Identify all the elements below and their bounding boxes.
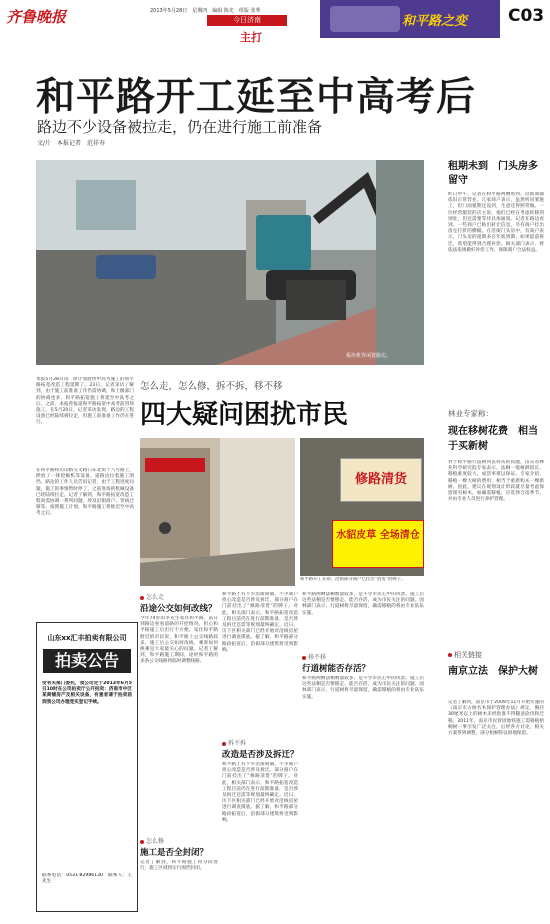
ad-contact: 联系电话：0531-82986130 联系人：王先生 [42,873,132,885]
q1-text: 今年74岁的李先生家住和平路，前日到路边看看道路的开挖情况，担心和平路施工后出行不方便。家住和平路附近的市民说，和平路上公交线路较多，施工后公交如何改线、乘客如何换乘是大家最关心的问题。记者了解到，和平路施工期间，途经和平路的多条公交线路将临时调整线路。 [140,616,218,665]
right-label-2: 林业专家称： [448,409,493,418]
page-number: C03 [508,6,545,26]
right-text-3: 记者了解到，南京市于2009年11月开始实施的《南京市古树名木保护管理办法》规定，胸径30厘米以上的树木未经批准不得随意砍伐和迁移。2011年，南京市民曾因地铁施工需移植梧桐树一事引发广泛关注，后经各方讨论，相关方案得到调整，部分梧桐得以原地保留。 [448,700,544,737]
ad-title [43,649,131,673]
right-mid-column-text: 和平路两侧法桐数量较多，是不少市民心中的风景。施工后这些法桐是否要移走、能否存活，成为市民关注的问题。园林部门表示，行道树将尽量保留，确需移植的将由专业队伍实施。 [302,592,424,616]
q2-text: 记者了解到，和平路施工将分段进行，施工区域将实行围挡封闭。 [140,860,218,872]
related-link-label-text: 相关链接 [454,651,482,659]
main-photo [36,160,424,365]
bullet-icon [302,656,306,660]
q3-label-text: 拆不拆 [228,740,247,747]
right-title-2: 现在移树花费 相当于买新树 [448,426,538,452]
q2-label [140,836,164,845]
right-text-2: 对于和平路行道树何去何从的问题，山东省林业科学研究院专家表示，法桐一般树龄较长，移植难度较大，成活率难以保证。专家介绍，移植一棵大树的费用，相当于重新购买一棵新树。因此，建议在规划设计阶段就尽量考虑保留现有树木，如确需移植，应选择合适季节，并由专业人员进行养护管理。 [448,460,544,503]
shop-photo [300,438,424,576]
photo-caption: 板块机等闲置路边。 [346,353,392,359]
banner-car-image [330,6,400,32]
sub-headline: 路边不少设备被拉走，仍在进行施工前准备 [37,118,323,136]
section-banner [320,0,500,38]
feature-kicker: 怎么走，怎么修，拆不拆，移不移 [140,381,283,392]
q4-label-text: 移不移 [308,654,327,661]
masthead [0,0,550,46]
intro-text: 本报5月28日讯 原计划趁快中高考施工的和平路拓宽改造工程延期了。23日，记者采访了解到，由于施工前准备工作仍需协调，和上级部门的协商也多，和平路拓宽施工将延至中高考之后。之前，本报曾报道和平路拓宽中高考前进场施工。在5月20日，记者采访发现，路边的工程设备已经陆续被拉走，但施工前准备工作仍在进行。 [36,377,134,426]
city-badge-label: 今日济南 [233,16,261,24]
shop-photo-caption: 和平路开工在即，沿街部分商户已挂出“清货”的牌子。 [300,577,406,582]
section-label: 主打 [240,31,262,44]
bullet-icon [448,653,452,657]
auction-ad [36,622,138,912]
q4-text: 和平路两侧法桐数量较多，是不少市民心中的风景。施工后这些法桐是否要移走、能否存活，成为市民关注的问题。园林部门表示，行道树将尽量保留，确需移植的将由专业队伍实施。 [302,676,424,700]
q4-label [302,652,326,661]
q3-title: 改造是否涉及拆迁？ [222,750,299,760]
shop-sign [340,458,422,502]
shop-sign-text: 修路清货 [354,472,407,487]
q3-text: 和平路上有不少沿街商铺，不少商户担心改造是否涉及拆迁。部分商户在门前挂出了“修路清货”的牌子。对此，相关部门表示，和平路拓宽改造工程目前仍在进行前期准备，是否涉及拆迁还需等规划最终确定。近日，历下区相关部门已经开始对沿线房屋进行调查摸底。据了解，和平路部分路段拓宽后，沿街部分建筑将受到影响。 [222,762,298,823]
headline-block [0,66,550,156]
city-badge [207,15,287,26]
q4-title: 行道树能否存活？ [302,664,371,674]
left-column-text: 在和平路和历山路交叉路口东北角十八号路上，摆放了一排挖掘机等设备，道路边拉着施工围挡。路边的工作人员告诉记者，由于工程进度问题，施工的事情暂时停了，之前进场的机械设备已经陆续拉走。记者了解到，和平路拓宽改造工程尚需协调一系列问题，涉及沿街商户、管线迁移等。按照施工计划，和平路施工将推迟至中高考之后。 [36,468,134,517]
middle-column-text: 和平路上有不少沿街商铺，不少商户担心改造是否涉及拆迁。部分商户在门前挂出了“修路清货”的牌子。对此，相关部门表示，和平路拓宽改造工程目前仍在进行前期准备，是否涉及拆迁还需等规划最终确定。近日，历下区相关部门已经开始对沿线房屋进行调查摸底。据了解，和平路部分路段拓宽后，沿街部分建筑将受到影响。 [222,592,298,653]
newspaper-logo: 齐鲁晚报 [6,8,67,26]
q1-title: 沿途公交如何改线？ [140,604,217,614]
ad-title-text: 拍卖公告 [54,651,119,670]
q2-label-text: 怎么修 [146,838,165,845]
related-link-label [448,650,482,660]
q1-label [140,592,164,601]
banner-title: 和平路之变 [402,14,468,29]
construction-photo-illustration [36,160,424,365]
street-photo-illustration [140,438,295,586]
shop-banner-text: 水貂皮草 全场清仓 [336,530,420,541]
bullet-icon [140,840,144,844]
q1-label-text: 怎么走 [146,594,165,601]
q3-label [222,738,246,747]
bullet-icon [222,742,226,746]
street-photo [140,438,295,586]
right-title-3: 南京立法 保护大树 [448,666,538,677]
byline: 文/片 本报记者 范祥寿 [37,140,106,147]
ad-body: 受有关部门委托，我公司定于2013年6月5日10时在公司拍卖厅公开拍卖：济南市中区某商铺房产及相关设备，有意者请于拍卖前到我公司办理竞买登记手续。 [42,681,132,705]
right-text-1: 昨日中午，记者在和平路两侧看到，沿街商铺依旧正常营业。几家商户表示，虽然听说要施工，但门面租期还没到，生意还得照常做。一位经营服装的店主说，他们已经在考虑转移到别处，但还需要等待具体通知。记者在路边看到，一些商户已贴出转让信息，另有商户挂出清仓打折的横幅。在沿街门头房中，有商户表示，门头房的租期多在年底到期，如果提前拆迁，希望能得到合理补偿。相关部门表示，将依法依规做好补偿工作，保障商户合法权益。 [448,192,544,253]
bullet-icon [140,596,144,600]
q2-title: 施工是否全封闭？ [140,848,209,858]
feature-title: 四大疑问困扰市民 [140,400,349,430]
ad-company: 山东xx汇丰拍卖有限公司 [47,634,127,642]
main-headline: 和平路开工延至中高考后 [36,75,477,120]
right-title-1: 租期未到 门头房多留守 [448,161,538,186]
date-line: 2013年5月28日 星期四 编辑 陈光 组版 张秀 [150,8,261,14]
shop-banner [332,520,424,568]
